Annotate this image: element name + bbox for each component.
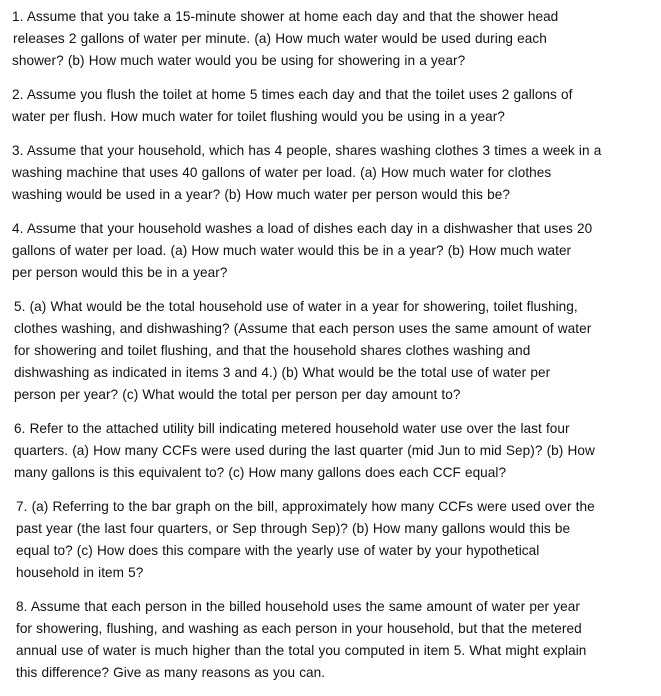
question-1-line-3: shower? (b) How much water would you be using for showering in a year? — [12, 53, 466, 68]
question-1-line-1: 1. Assume that you take a 15-minute shower at home each day and that the shower head — [12, 9, 559, 24]
question-5-line-1: 5. (a) What would be the total household use of water in a year for showering, toilet flushing, — [14, 299, 578, 314]
question-6 — [12, 418, 644, 484]
question-8 — [12, 596, 644, 684]
question-3 — [12, 140, 644, 206]
question-8-line-1: 8. Assume that each person in the billed household uses the same amount of water per year — [16, 599, 580, 614]
question-8-line-2: for showering, flushing, and washing as each person in your household, but that the metered — [16, 621, 582, 636]
worksheet-page — [12, 6, 644, 696]
question-5-line-2: clothes washing, and dishwashing? (Assume that each person uses the same amount of water — [14, 321, 592, 336]
question-1 — [12, 6, 644, 72]
question-2-line-1: 2. Assume you flush the toilet at home 5 times each day and that the toilet uses 2 gallons of — [12, 87, 573, 102]
question-3-line-3: washing would be used in a year? (b) How much water per person would this be? — [12, 187, 510, 202]
question-1-line-2: releases 2 gallons of water per minute. (a) How much water would be used during each — [13, 31, 547, 46]
question-3-line-1: 3. Assume that your household, which has 4 people, shares washing clothes 3 times a week in a — [12, 143, 602, 158]
question-5-line-4: dishwashing as indicated in items 3 and 4.) (b) What would be the total use of water per — [14, 365, 551, 380]
question-4 — [12, 218, 644, 284]
question-8-line-4: this difference? Give as many reasons as you can. — [16, 665, 326, 680]
question-5-line-5: person per year? (c) What would the total per person per day amount to? — [14, 387, 461, 402]
question-3-line-2: washing machine that uses 40 gallons of water per load. (a) How much water for clothes — [12, 165, 552, 180]
question-8-line-3: annual use of water is much higher than the total you computed in item 5. What might explain — [16, 643, 587, 658]
question-4-line-2: gallons of water per load. (a) How much water would this be in a year? (b) How much water — [12, 243, 572, 258]
question-6-line-1: 6. Refer to the attached utility bill indicating metered household water use over the last four — [14, 421, 570, 436]
question-5-line-3: for showering and toilet flushing, and that the household shares clothes washing and — [14, 343, 531, 358]
question-4-line-3: per person would this be in a year? — [12, 265, 228, 280]
question-4-line-1: 4. Assume that your household washes a load of dishes each day in a dishwasher that uses 20 — [12, 221, 593, 236]
question-2 — [12, 84, 644, 128]
question-7 — [12, 496, 644, 584]
question-5 — [12, 296, 644, 406]
question-7-line-4: household in item 5? — [16, 565, 144, 580]
question-2-line-2: water per flush. How much water for toilet flushing would you be using in a year? — [12, 109, 505, 124]
question-7-line-1: 7. (a) Referring to the bar graph on the bill, approximately how many CCFs were used over the — [16, 499, 595, 514]
question-7-line-3: equal to? (c) How does this compare with the yearly use of water by your hypothetical — [16, 543, 540, 558]
question-6-line-2: quarters. (a) How many CCFs were used during the last quarter (mid Jun to mid Sep)? (b) How — [14, 443, 595, 458]
question-6-line-3: many gallons is this equivalent to? (c) How many gallons does each CCF equal? — [14, 465, 507, 480]
question-7-line-2: past year (the last four quarters, or Sep through Sep)? (b) How many gallons would this be — [16, 521, 571, 536]
